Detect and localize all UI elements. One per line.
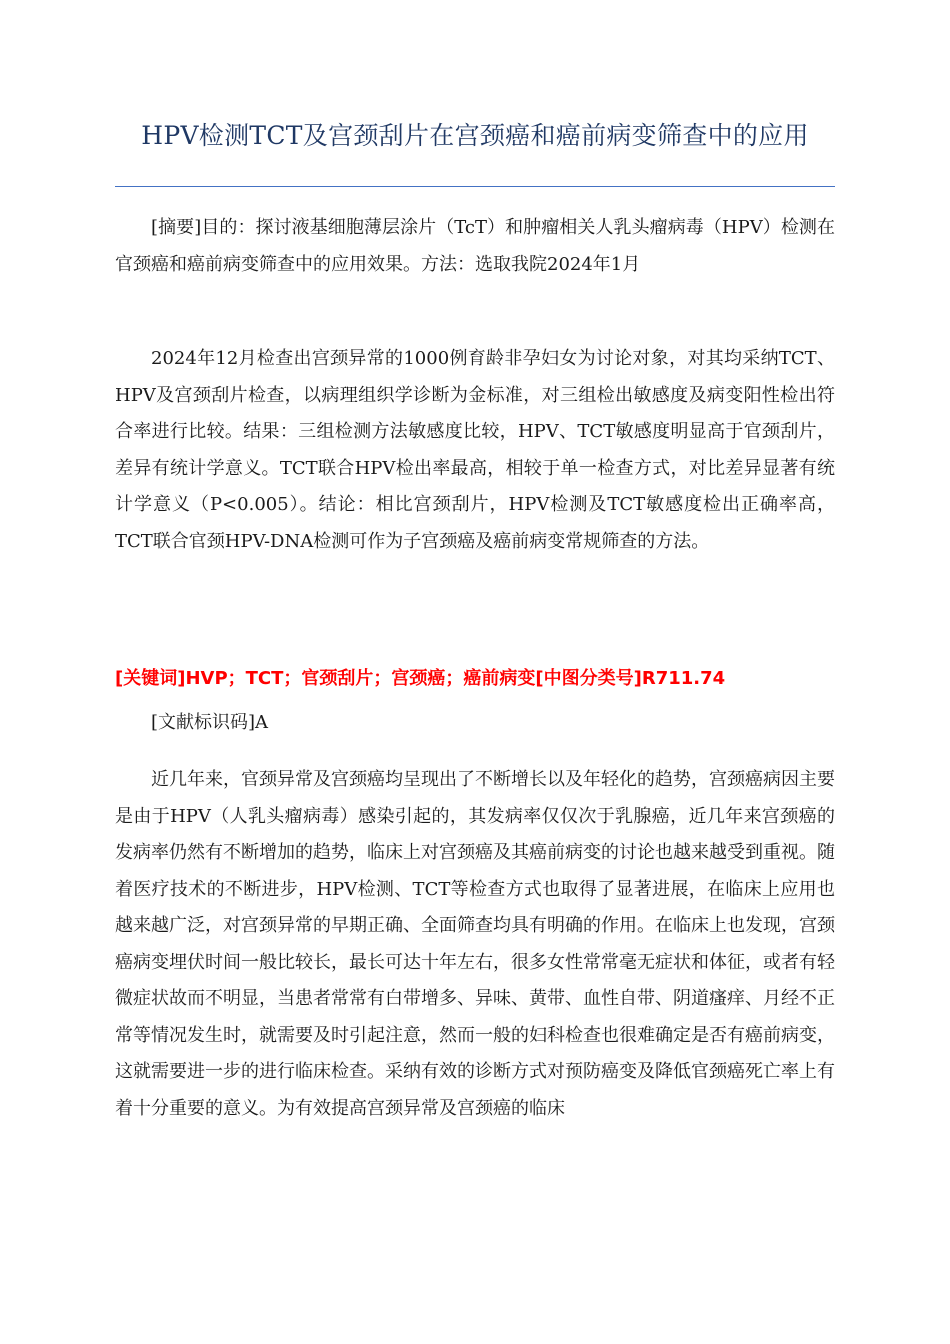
keywords-line: [关键词]HVP；TCT；官颈刮片；宫颈癌；癌前病变[中图分类号]R711.74 [115, 668, 726, 689]
document-title: HPV检测TCT及宫颈刮片在宫颈癌和癌前病变筛查中的应用 [141, 121, 809, 150]
document-code-line: [文献标识码]A [151, 712, 269, 733]
abstract-paragraph: [摘要]目的：探讨液基细胞薄层涂片（TcT）和肿瘤相关人乳头瘤病毒（HPV）检测在官颈癌和癌前病变筛查中的应用效果。方法：选取我院2024年1月 [115, 217, 835, 275]
methods-results-paragraph: 2024年12月检查出宫颈异常的1000例育龄非孕妇女为讨论对象，对其均采纳TCT、HPV及宫颈刮片检查，以病理组织学诊断为金标准，对三组检出敏感度及病变阳性检出符合率进行比较。结果：三组检测方法敏感度比较，HPV、TCT敏感度明显高于官颈刮片，差异有统计学意义。TCT联合HPV检出率最高，相较于单一检查方式，对比差异显著有统计学意义（P<0.005）。结论：相比宫颈刮片，HPV检测及TCT敏感度检出正确率高，TCT联合官颈HPV-DNA检测可作为子宫颈癌及癌前病变常规筛查的方法。 [115, 348, 835, 552]
title-underline [115, 186, 835, 187]
introduction-paragraph: 近几年来，官颈异常及宫颈癌均呈现出了不断增长以及年轻化的趋势，宫颈癌病因主要是由于HPV（人乳头瘤病毒）感染引起的，其发病率仅仅次于乳腺癌，近几年来宫颈癌的发病率仍然有不断增加的趋势，临床上对宫颈癌及其癌前病变的讨论也越来越受到重视。随着医疗技术的不断进步，HPV检测、TCT等检查方式也取得了显著进展，在临床上应用也越来越广泛，对宫颈异常的早期正确、全面筛查均具有明确的作用。在临床上也发现，宫颈癌病变埋伏时间一般比较长，最长可达十年左右，很多女性常常毫无症状和体征，或者有轻微症状故而不明显，当患者常常有白带增多、异味、黄带、血性自带、阴道瘙痒、月经不正常等情况发生时，就需要及时引起注意，然而一般的妇科检查也很难确定是否有癌前病变，这就需要进一步的进行临床检查。采纳有效的诊断方式对预防癌变及降低官颈癌死亡率上有着十分重要的意义。为有效提高宫颈异常及宫颈癌的临床 [115, 769, 835, 1119]
